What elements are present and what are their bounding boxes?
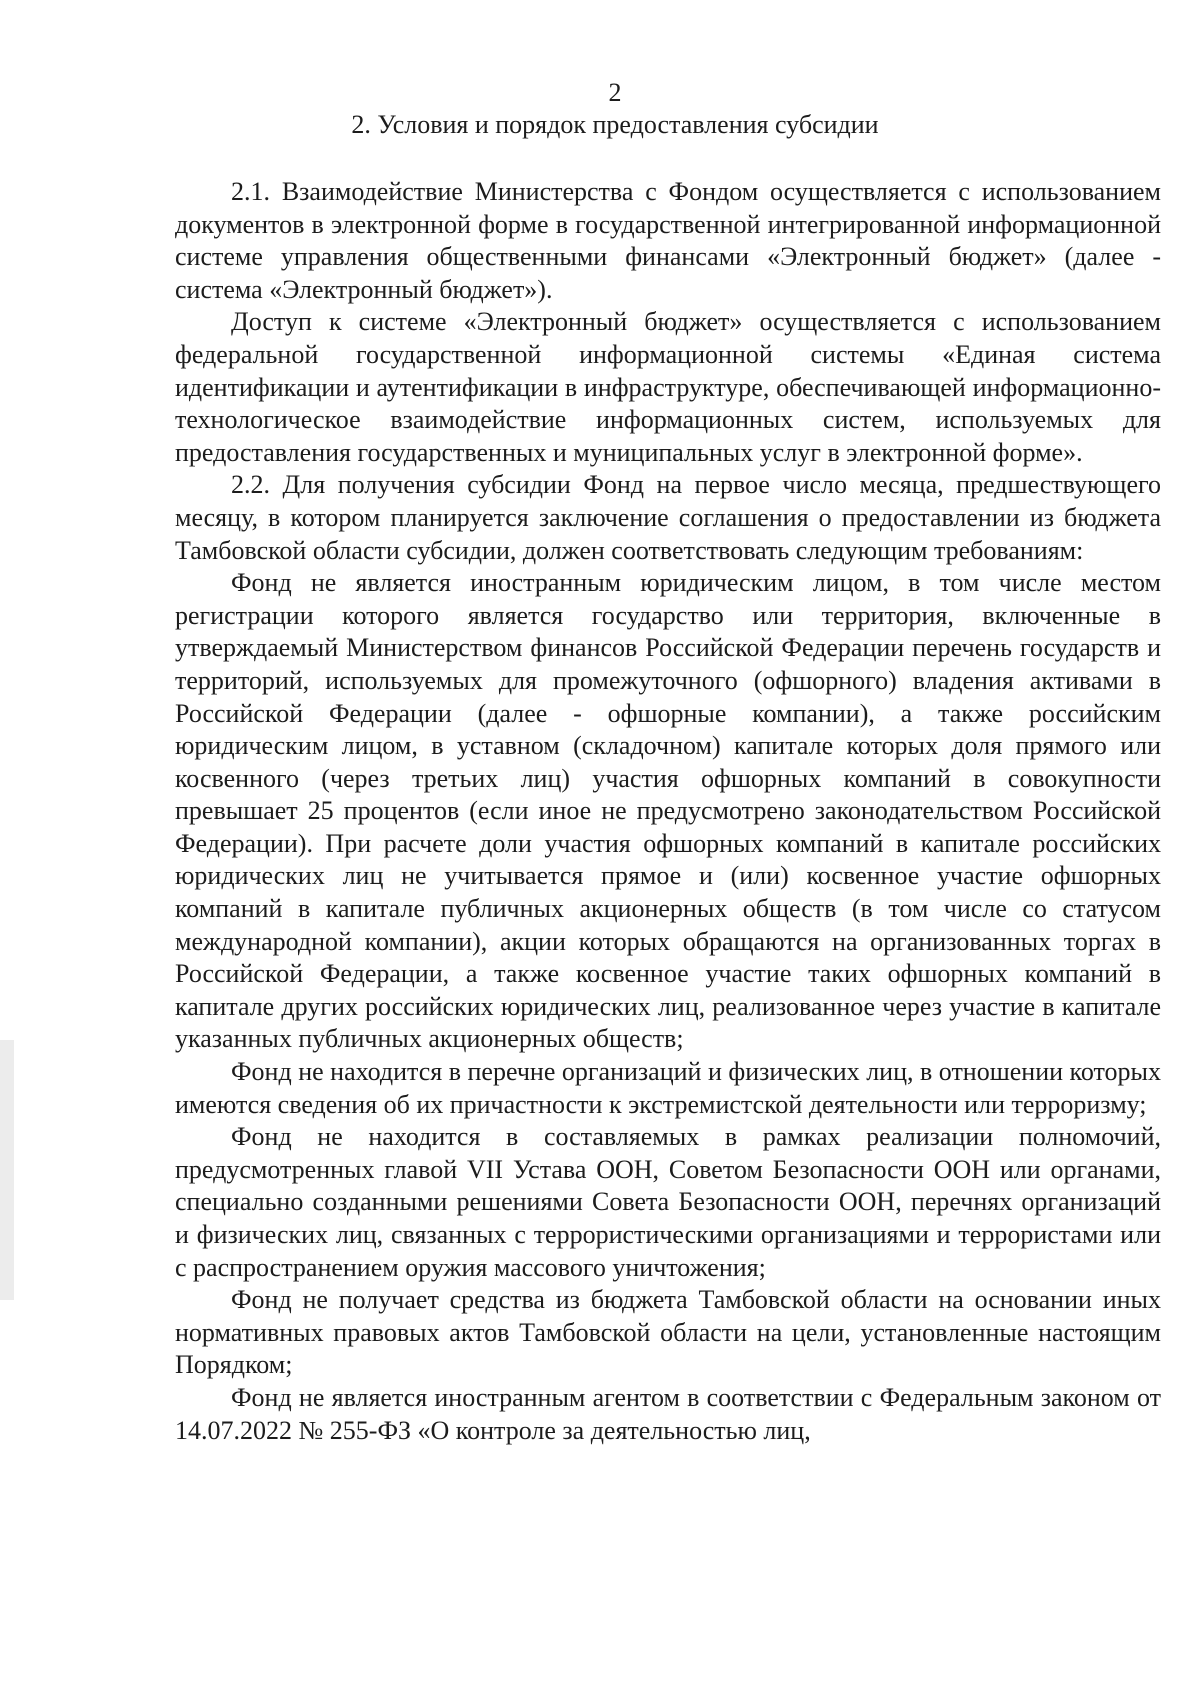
paragraph-un-lists: Фонд не находится в составляемых в рамках реализации полномочий, предусмотренных главой VII Устава ООН, Советом Безопасности ООН или органами, специально созданными решениями Совета Безопасности ООН, перечнях организаций и физических лиц, связанных с террористическими организациями и террористами или с распространением оружия массового уничтожения;	[175, 1122, 1161, 1282]
paragraph-access: Доступ к системе «Электронный бюджет» осуществляется с использованием федеральной государственной информационной системы «Единая система идентификации и аутентификации в инфраструктуре, обеспечивающей информационно-технологическое взаимодействие информационных систем, используемых для предоставления государственных и муниципальных услуг в электронной форме».	[175, 307, 1161, 467]
paragraph-2-2: 2.2. Для получения субсидии Фонд на первое число месяца, предшествующего месяцу, в котором планируется заключение соглашения о предоставлении из бюджета Тамбовской области субсидии, должен соответствовать следующим требованиям:	[175, 470, 1161, 565]
paragraph-budget-funds: Фонд не получает средства из бюджета Тамбовской области на основании иных нормативных правовых актов Тамбовской области на цели, установленные настоящим Порядком;	[175, 1285, 1161, 1380]
paragraph-extremism: Фонд не находится в перечне организаций и физических лиц, в отношении которых имеются сведения об их причастности к экстремистской деятельности или терроризму;	[175, 1057, 1161, 1119]
document-body	[175, 176, 1161, 1447]
section-title: 2. Условия и порядок предоставления субсидии	[351, 110, 879, 139]
paragraph-2-1: 2.1. Взаимодействие Министерства с Фондом осуществляется с использованием документов в электронной форме в государственной интегрированной информационной системе управления общественными финансами «Электронный бюджет» (далее - система «Электронный бюджет»).	[175, 177, 1161, 304]
page-number: 2	[608, 78, 622, 107]
paragraph-foreign-agent: Фонд не является иностранным агентом в соответствии с Федеральным законом от 14.07.2022 № 255-ФЗ «О контроле за деятельностью лиц,	[175, 1382, 1161, 1445]
paragraph-offshore: Фонд не является иностранным юридическим лицом, в том числе местом регистрации которого является государство или территория, включенные в утверждаемый Министерством финансов Российской Федерации перечень государств и территорий, используемых для промежуточного (офшорного) владения активами в Российской Федерации (далее - офшорные компании), а также российским юридическим лицом, в уставном (складочном) капитале которых доля прямого или косвенного (через третьих лиц) участия офшорных компаний в совокупности превышает 25 процентов (если иное не предусмотрено законодательством Российской Федерации). При расчете доли участия офшорных компаний в капитале российских юридических лиц не учитывается прямое и (или) косвенное участие офшорных компаний в капитале публичных акционерных обществ (в том числе со статусом международной компании), акции которых обращаются на организованных торгах в Российской Федерации, а также косвенное участие таких офшорных компаний в капитале других российских юридических лиц, реализованное через участие в капитале указанных публичных акционерных обществ;	[175, 568, 1161, 1054]
scan-edge-shadow	[0, 1040, 14, 1300]
